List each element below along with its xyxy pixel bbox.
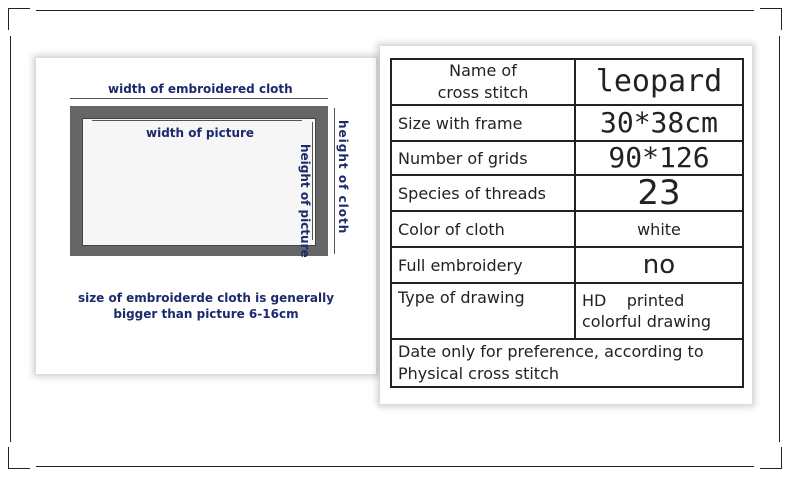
full-embroidery-value: no xyxy=(642,250,676,280)
crop-mark-bottom-left-v xyxy=(8,447,9,469)
spec-table xyxy=(390,58,744,388)
size-value: 30*38cm xyxy=(599,106,718,139)
name-label-line1: Name of xyxy=(449,61,517,80)
grids-label: Number of grids xyxy=(391,141,575,175)
spec-table-panel xyxy=(380,46,752,404)
height-picture-label: height of picture xyxy=(298,144,312,258)
drawing-type-value-line1: HD printed xyxy=(582,291,685,310)
name-label-line2: cross stitch xyxy=(437,83,529,102)
table-row xyxy=(391,175,743,211)
crop-mark-bottom-left-h xyxy=(8,468,30,469)
crop-mark-left-line xyxy=(10,36,11,442)
cloth-color-value: white xyxy=(575,211,743,247)
threads-value: 23 xyxy=(637,175,681,211)
width-picture-arrow xyxy=(92,120,302,121)
crop-mark-bottom-right-v xyxy=(781,447,782,469)
size-note-line2: bigger than picture 6-16cm xyxy=(113,307,299,321)
table-row xyxy=(391,59,743,105)
crop-mark-bottom-line xyxy=(36,466,754,467)
size-note-line1: size of embroiderde cloth is generally xyxy=(77,291,335,305)
footer-note-line2: Physical cross stitch xyxy=(398,364,560,383)
value-cell xyxy=(575,175,743,211)
drawing-type-label: Type of drawing xyxy=(391,283,575,339)
crop-mark-bottom-right-h xyxy=(760,468,782,469)
cloth-color-label: Color of cloth xyxy=(391,211,575,247)
table-row xyxy=(391,283,743,339)
value-cell xyxy=(575,247,743,283)
width-picture-label: width of picture xyxy=(146,126,255,140)
footer-cell xyxy=(391,339,743,387)
crop-mark-top-line xyxy=(36,10,754,11)
size-label: Size with frame xyxy=(391,105,575,141)
table-row xyxy=(391,247,743,283)
height-picture-arrow xyxy=(312,122,313,240)
height-cloth-label: height of cloth xyxy=(336,120,350,235)
value-cell xyxy=(575,105,743,141)
label-cell xyxy=(391,59,575,105)
crop-mark-top-left-h xyxy=(8,8,30,9)
width-cloth-label: width of embroidered cloth xyxy=(108,82,293,96)
value-cell xyxy=(575,59,743,105)
height-cloth-arrow xyxy=(334,108,335,254)
table-row xyxy=(391,211,743,247)
footer-note-line1: Date only for preference, according to xyxy=(398,342,704,361)
crop-mark-top-right-h xyxy=(760,8,782,9)
value-cell xyxy=(575,283,743,339)
crop-mark-top-left-v xyxy=(8,8,9,30)
threads-label: Species of threads xyxy=(391,175,575,211)
crop-mark-right-line xyxy=(779,36,780,442)
size-diagram-panel xyxy=(36,58,376,374)
crop-mark-top-right-v xyxy=(781,8,782,30)
value-cell xyxy=(575,141,743,175)
drawing-type-value-line2: colorful drawing xyxy=(582,312,712,331)
table-row xyxy=(391,141,743,175)
table-row xyxy=(391,105,743,141)
name-value: leopard xyxy=(595,64,723,99)
table-footer-row xyxy=(391,339,743,387)
width-cloth-arrow xyxy=(70,98,328,99)
full-embroidery-label: Full embroidery xyxy=(391,247,575,283)
grids-value: 90*126 xyxy=(608,141,710,174)
